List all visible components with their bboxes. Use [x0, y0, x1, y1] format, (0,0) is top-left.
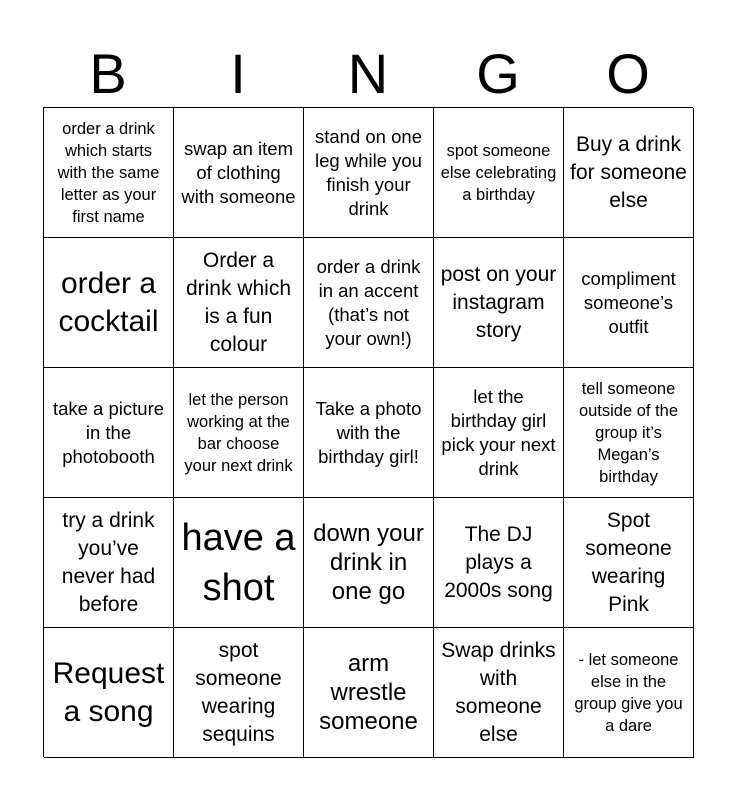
cell-text: Order a drink which is a fun colour: [185, 248, 292, 356]
cell-text: have a shot: [181, 516, 296, 609]
cell-text: arm wrestle someone: [319, 650, 418, 735]
bingo-cell[interactable]: [44, 108, 174, 238]
bingo-cell[interactable]: [174, 238, 304, 368]
bingo-cell[interactable]: [174, 498, 304, 628]
bingo-cell[interactable]: [44, 498, 174, 628]
header-letter-g: G: [476, 42, 520, 105]
cell-text: The DJ plays a 2000s song: [444, 522, 553, 602]
bingo-cell[interactable]: [304, 238, 434, 368]
bingo-cell[interactable]: [564, 498, 694, 628]
cell-text: take a picture in the photobooth: [52, 397, 165, 467]
bingo-cell[interactable]: [434, 368, 564, 498]
header-letter-n: N: [347, 42, 389, 105]
bingo-cell[interactable]: [304, 108, 434, 238]
bingo-header: [43, 42, 693, 106]
cell-text: let the person working at the bar choose your next drink: [184, 390, 293, 475]
cell-text: swap an item of clothing with someone: [181, 137, 296, 207]
cell-text: let the birthday girl pick your next drink: [441, 385, 556, 479]
cell-text: - let someone else in the group give you a dare: [574, 650, 683, 735]
header-letter-o: O: [606, 42, 650, 105]
cell-text: order a drink in an accent (that’s not your own!): [316, 255, 421, 349]
bingo-cell[interactable]: [304, 498, 434, 628]
bingo-cell[interactable]: [564, 368, 694, 498]
cell-text: Buy a drink for someone else: [570, 132, 687, 212]
cell-text: order a drink which starts with the same letter as your first name: [57, 119, 160, 226]
bingo-cell[interactable]: [564, 108, 694, 238]
bingo-cell[interactable]: [434, 238, 564, 368]
bingo-cell[interactable]: [174, 368, 304, 498]
cell-text: Request a song: [52, 656, 165, 728]
cell-text: post on your instagram story: [440, 262, 557, 342]
cell-text: spot someone wearing sequins: [195, 638, 282, 746]
bingo-cell[interactable]: [44, 238, 174, 368]
bingo-cell[interactable]: [44, 368, 174, 498]
cell-text: Spot someone wearing Pink: [585, 508, 672, 616]
bingo-cell[interactable]: [564, 238, 694, 368]
bingo-board: [43, 107, 693, 757]
cell-text: Take a photo with the birthday girl!: [315, 397, 422, 467]
bingo-cell[interactable]: [44, 628, 174, 758]
cell-text: tell someone outside of the group it’s Megan’s birthday: [578, 379, 679, 486]
cell-text: Swap drinks with someone else: [441, 638, 556, 746]
cell-text: try a drink you’ve never had before: [61, 508, 156, 616]
bingo-cell[interactable]: [434, 108, 564, 238]
bingo-cell[interactable]: [304, 628, 434, 758]
cell-text: spot someone else celebrating a birthday: [440, 141, 557, 204]
bingo-cell[interactable]: [564, 628, 694, 758]
bingo-cell[interactable]: [434, 628, 564, 758]
bingo-cell[interactable]: [174, 628, 304, 758]
bingo-cell[interactable]: [304, 368, 434, 498]
header-letter-i: I: [230, 42, 246, 105]
cell-text: order a cocktail: [58, 266, 159, 338]
header-letter-b: B: [89, 42, 127, 105]
cell-text: stand on one leg while you finish your drink: [315, 125, 422, 219]
cell-text: down your drink in one go: [313, 520, 424, 605]
bingo-cell[interactable]: [434, 498, 564, 628]
cell-text: compliment someone’s outfit: [581, 267, 676, 337]
bingo-cell[interactable]: [174, 108, 304, 238]
